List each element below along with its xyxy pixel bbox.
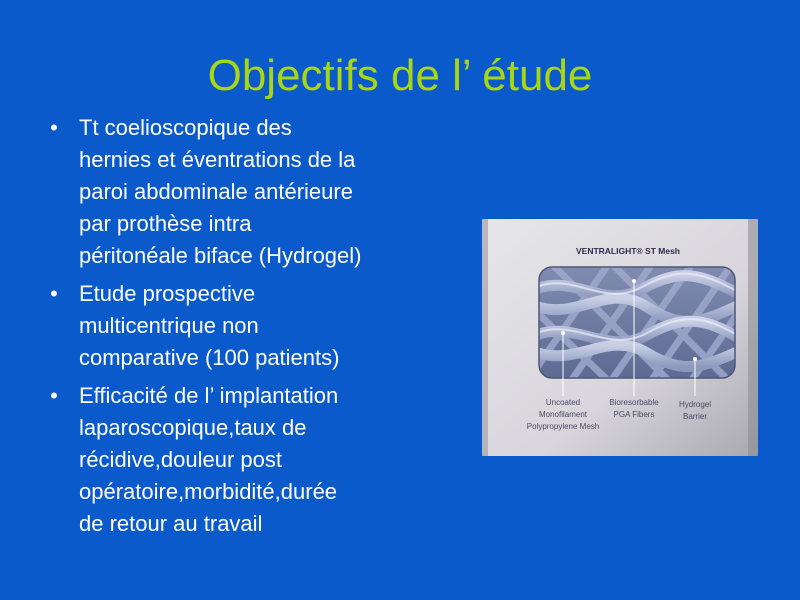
figure-heading: VENTRALIGHT® ST Mesh: [575, 246, 681, 256]
label-uncoated-line: Polypropylene Mesh: [526, 422, 600, 431]
bullet-line: hernies et éventrations de la: [79, 147, 356, 172]
bullet-line: laparoscopique,taux de: [79, 415, 307, 440]
bullet-line: Efficacité de l’ implantation: [79, 383, 339, 408]
bullet-line: péritonéale biface (Hydrogel): [79, 243, 362, 268]
bullet-dot: •: [50, 115, 58, 140]
bullet-line: récidive,douleur post: [79, 447, 283, 472]
label-hydrogel-line: Hydrogel: [678, 400, 712, 409]
bullet-item: [44, 380, 444, 540]
label-uncoated-line: Monofilament: [538, 410, 588, 419]
mesh-photo: [482, 219, 758, 456]
bullet-line: Etude prospective: [79, 281, 256, 306]
bullet-line: paroi abdominale antérieure: [79, 179, 353, 204]
bullet-list: [44, 112, 444, 546]
label-hydrogel-line: Barrier: [682, 412, 708, 421]
bullet-dot: •: [50, 383, 58, 408]
label-pga-line: PGA Fibers: [613, 410, 655, 419]
label-uncoated-line: Uncoated: [545, 398, 581, 407]
bullet-dot: •: [50, 281, 58, 306]
bullet-line: comparative (100 patients): [79, 345, 340, 370]
bullet-line: par prothèse intra: [79, 211, 252, 236]
label-pga-line: Bioresorbable: [609, 398, 659, 407]
bullet-line: Tt coelioscopique des: [79, 115, 292, 140]
bullet-line: de retour au travail: [79, 511, 263, 536]
page-title: Objectifs de l’ étude: [207, 51, 593, 100]
bullet-line: opératoire,morbidité,durée: [79, 479, 338, 504]
bullet-line: multicentrique non: [79, 313, 259, 338]
bullet-item: [44, 112, 444, 272]
bullet-item: [44, 278, 444, 374]
